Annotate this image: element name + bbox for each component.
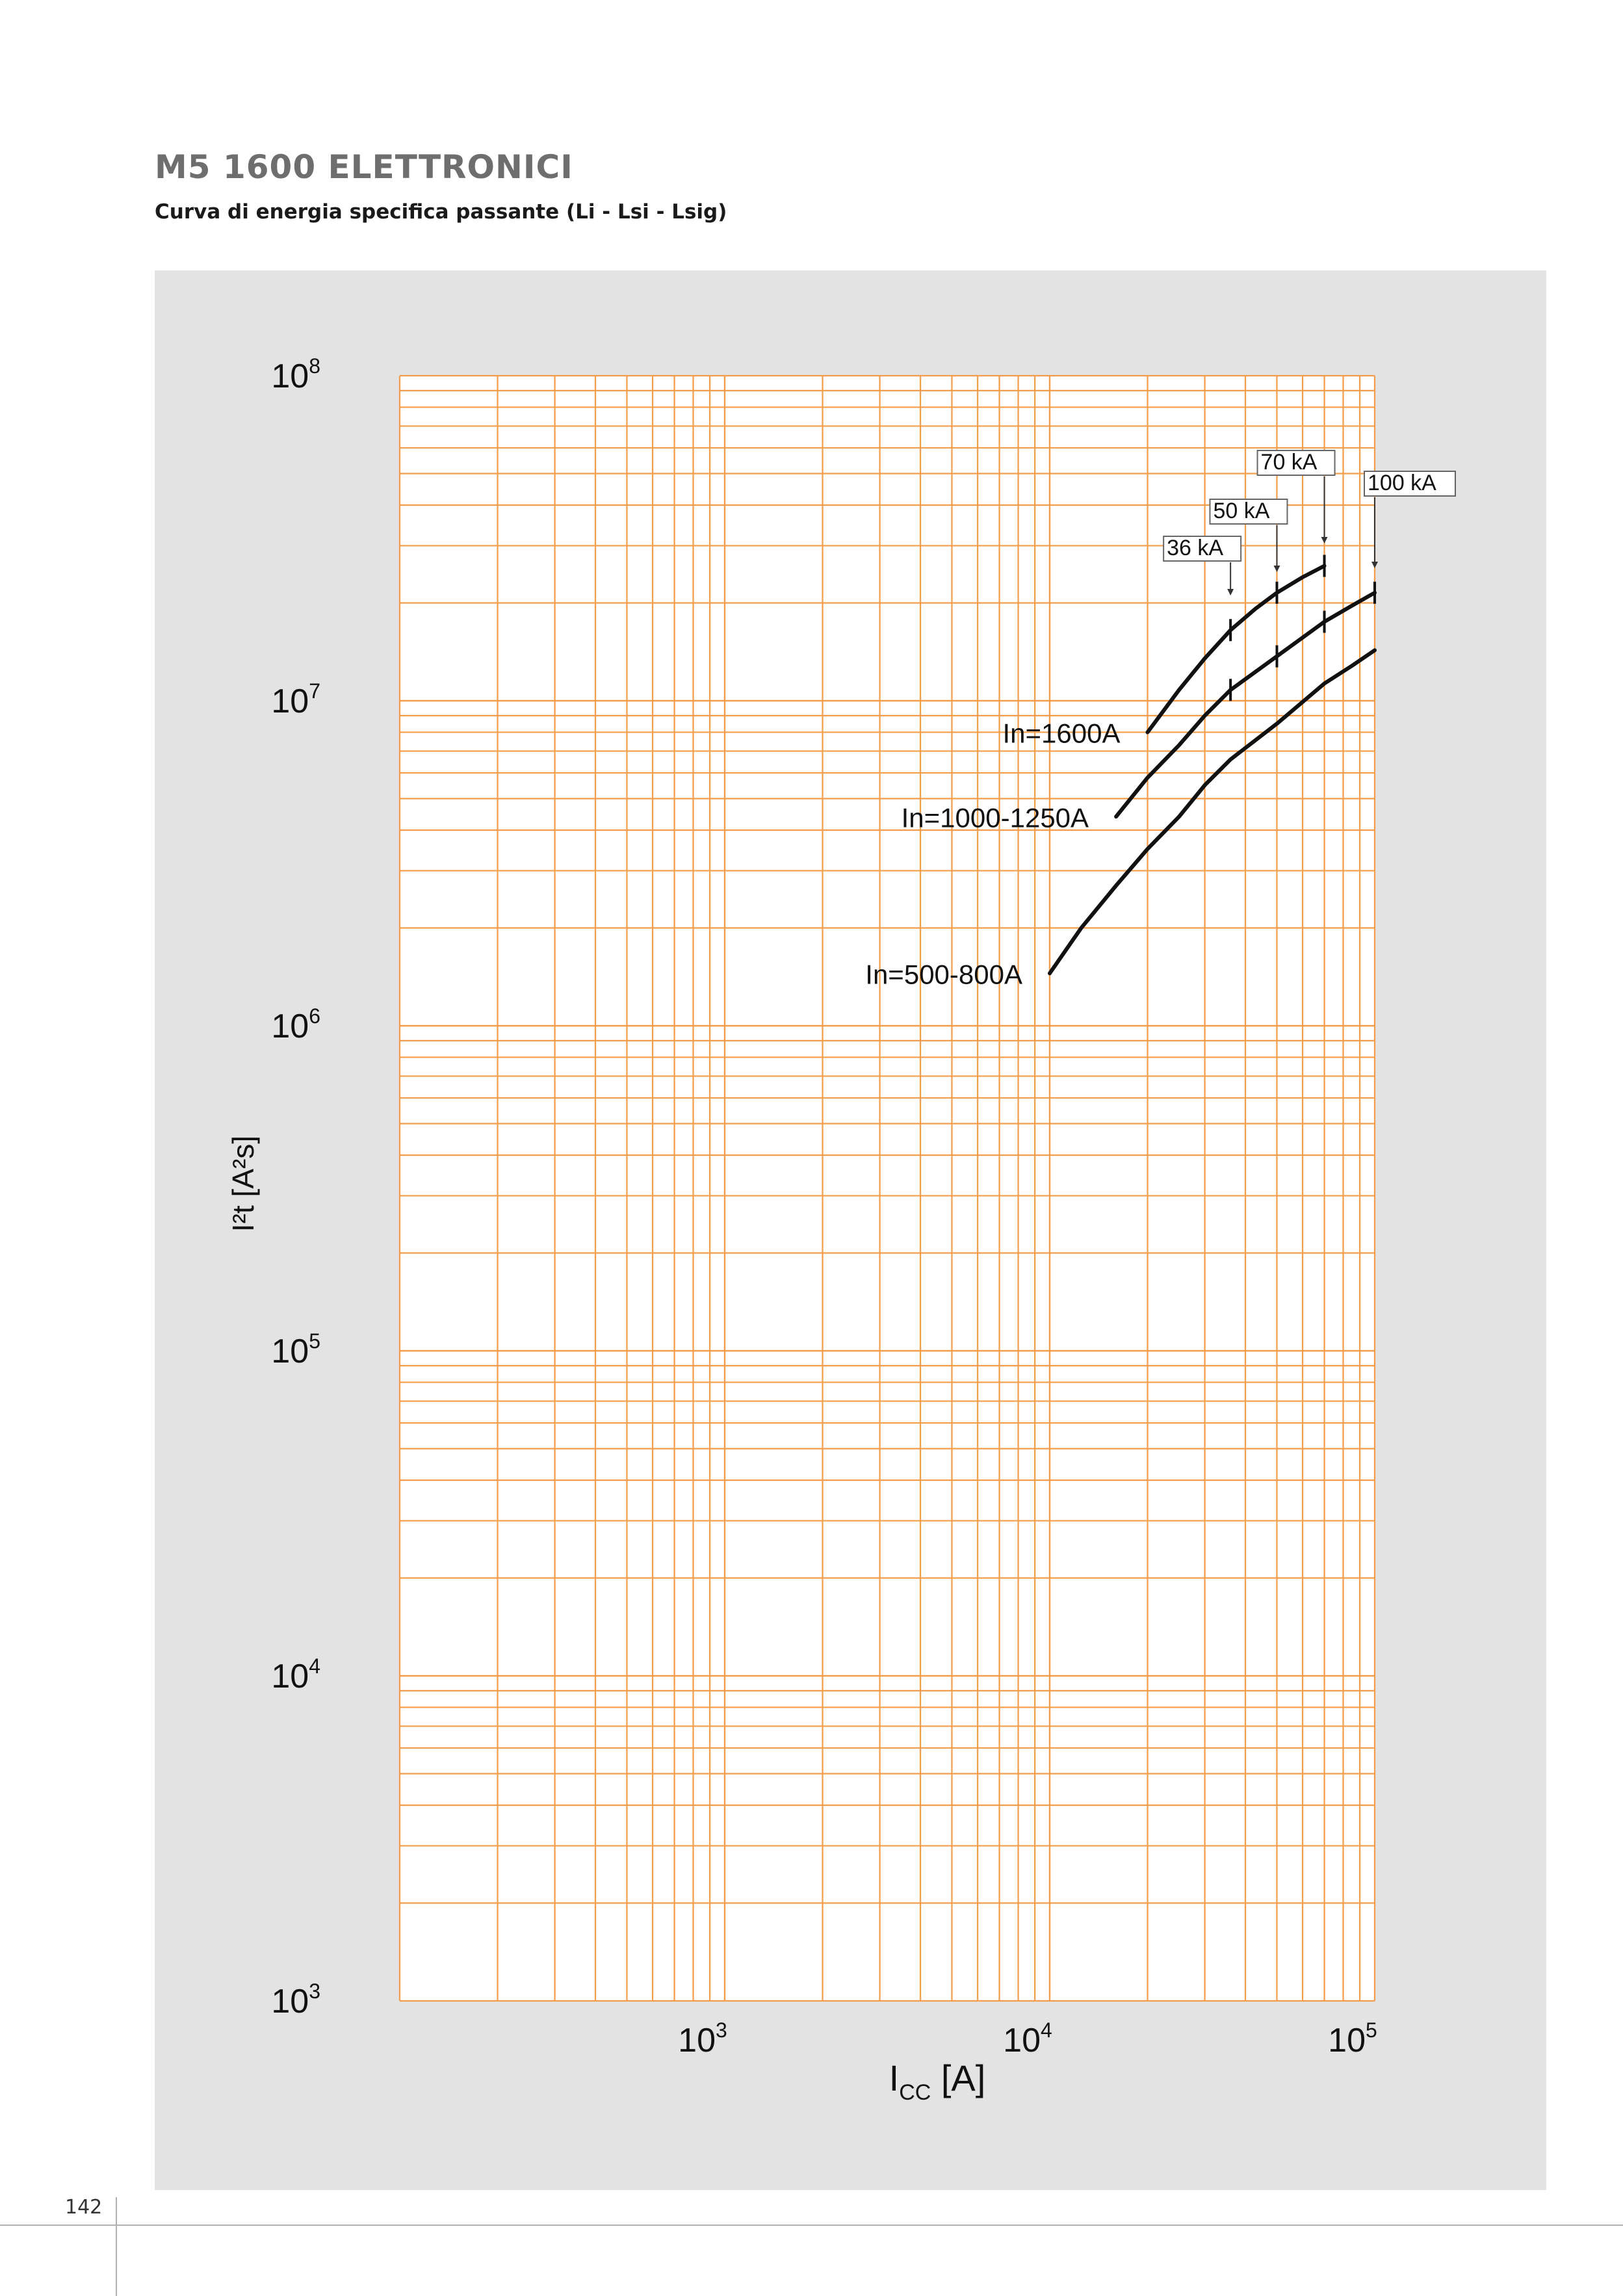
x-axis-label-main: I — [889, 2057, 900, 2098]
x-axis-label-sub: CC — [899, 2080, 931, 2105]
y-tick-exponent: 4 — [309, 1654, 320, 1678]
page-title: M5 1600 ELETTRONICI — [155, 148, 573, 186]
x-tick-label — [678, 2018, 727, 2059]
x-tick-label — [1003, 2018, 1052, 2059]
chart-panel — [155, 270, 1546, 2190]
y-axis-label: I²t [A²s] — [226, 1135, 260, 1233]
y-tick-label — [271, 679, 320, 720]
x-tick-exponent: 5 — [1366, 2018, 1377, 2042]
capacity-label: 36 kA — [1167, 536, 1224, 560]
energy-chart — [155, 270, 1546, 2190]
capacity-label: 70 kA — [1260, 450, 1318, 475]
page-subtitle: Curva di energia specifica passante (Li - Lsi - Lsig) — [155, 200, 727, 224]
capacity-label: 50 kA — [1213, 499, 1270, 523]
plot-area — [400, 376, 1375, 2001]
y-axis-title — [226, 1136, 260, 1232]
capacity-label: 100 kA — [1368, 471, 1436, 495]
y-tick-base: 10 — [271, 1333, 309, 1370]
x-tick-exponent: 4 — [1041, 2018, 1052, 2042]
y-tick-base: 10 — [271, 358, 309, 395]
y-tick-exponent: 8 — [309, 354, 320, 378]
y-tick-base: 10 — [271, 683, 309, 720]
page-number-divider — [116, 2197, 117, 2296]
x-tick-base: 10 — [678, 2022, 716, 2059]
y-tick-label — [271, 354, 320, 395]
x-axis-label — [889, 2057, 986, 2105]
y-tick-base: 10 — [271, 1983, 309, 2020]
y-tick-label — [271, 1979, 320, 2020]
y-tick-label — [271, 1329, 320, 1370]
series-label: In=500-800A — [865, 959, 1022, 990]
x-tick-base: 10 — [1003, 2022, 1041, 2059]
y-tick-exponent: 5 — [309, 1329, 320, 1353]
y-tick-base: 10 — [271, 1658, 309, 1695]
y-tick-exponent: 6 — [309, 1004, 320, 1028]
y-tick-exponent: 7 — [309, 679, 320, 703]
x-tick-exponent: 3 — [716, 2018, 727, 2042]
series-label: In=1000-1250A — [901, 802, 1089, 833]
series-label: In=1600A — [1002, 718, 1121, 749]
y-tick-base: 10 — [271, 1008, 309, 1045]
footer-divider — [0, 2224, 1623, 2226]
y-tick-exponent: 3 — [309, 1979, 320, 2003]
x-tick-label — [1328, 2018, 1377, 2059]
page-number: 142 — [65, 2196, 103, 2219]
x-tick-base: 10 — [1328, 2022, 1366, 2059]
x-axis-label-unit-gap — [931, 2057, 941, 2098]
y-tick-label — [271, 1004, 320, 1045]
y-tick-label — [271, 1654, 320, 1695]
x-axis-label-unit: [A] — [941, 2057, 986, 2098]
